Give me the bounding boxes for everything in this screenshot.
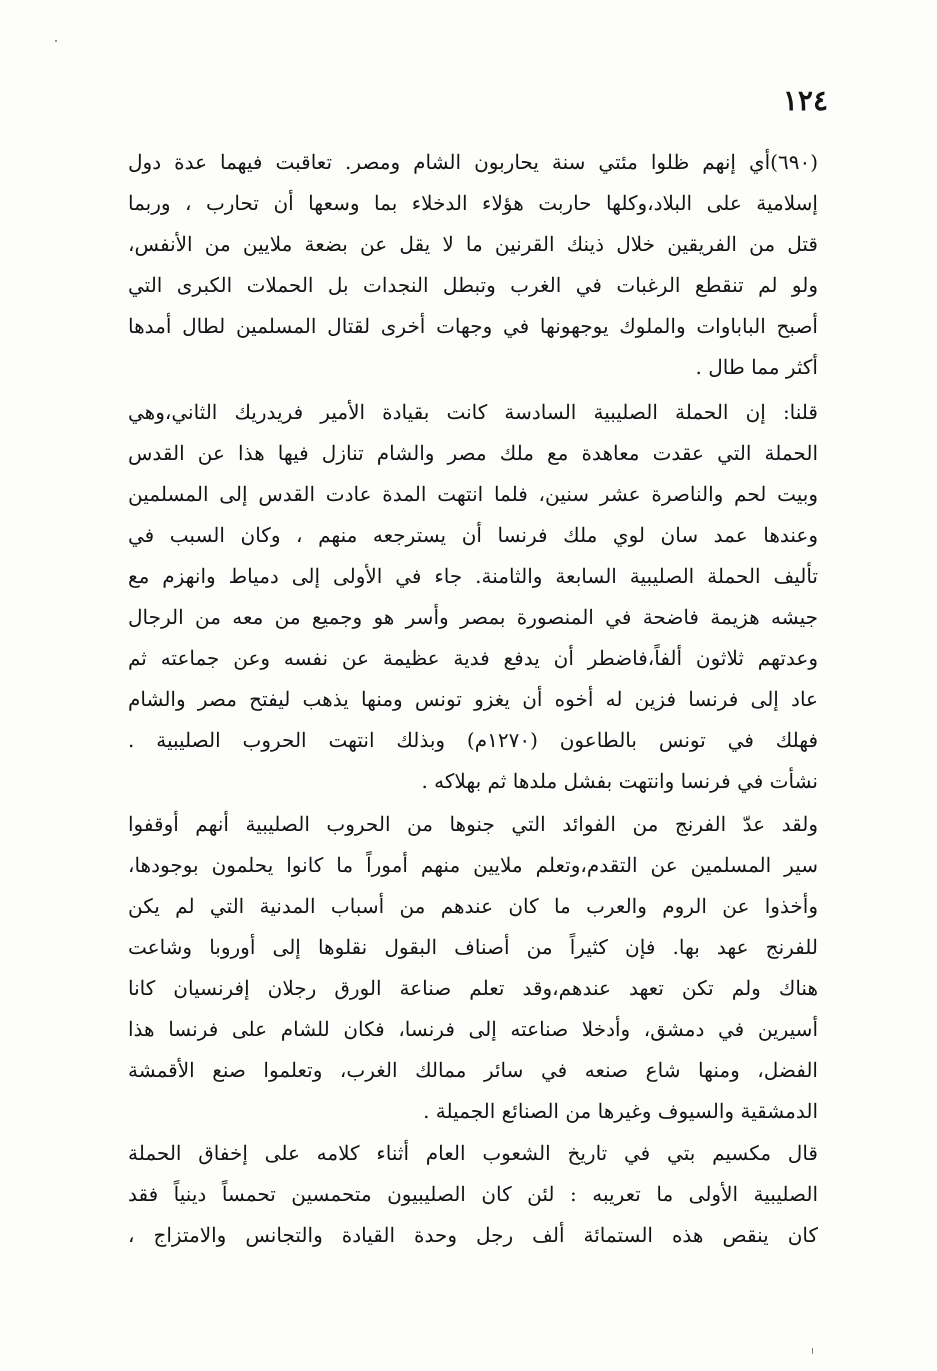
text-line: ولقد عدّ الفرنج من الفوائد التي جنوها من الحروب الصليبية أنهم أوقفوا: [128, 812, 818, 836]
text-line: وبيت لحم والناصرة عشر سنين، فلما انتهت المدة عادت القدس إلى المسلمين: [128, 482, 818, 506]
text-line: الدمشقية والسيوف وغيرها من الصنائع الجميلة .: [423, 1099, 818, 1123]
text-line: الفضل، ومنها شاع صنعه في سائر ممالك الغرب، وتعلموا صنع الأقمشة: [128, 1058, 818, 1082]
scan-speck: [55, 40, 57, 42]
text-line: هناك ولم تكن تعهد عندهم،وقد تعلم صناعة الورق رجلان إفرنسيان كانا: [128, 976, 818, 1000]
text-line: كان ينقص هذه الستمائة ألف رجل وحدة القيادة والتجانس والامتزاج ،: [128, 1223, 818, 1247]
page-number: ١٢٤: [782, 84, 828, 117]
paragraph-1: [128, 142, 818, 388]
text-line: إسلامية على البلاد،وكلها حاربت هؤلاء الدخلاء بما وسعها أن تحارب ، وربما: [128, 191, 818, 215]
paragraph-2: [128, 392, 818, 802]
text-line: أسيرين في دمشق، وأدخلا صناعته إلى فرنسا، فكان للشام على فرنسا هذا: [128, 1017, 818, 1041]
paragraph-3: [128, 804, 818, 1132]
text-line: الحملة التي عقدت معاهدة مع ملك مصر والشام تنازل فيها هذا عن القدس: [128, 441, 818, 465]
text-line: قتل من الفريقين خلال ذينك القرنين ما لا يقل عن بضعة ملايين من الأنفس،: [128, 232, 818, 256]
text-line: وعندها عمد سان لوي ملك فرنسا أن يسترجعه منهم ، وكان السبب في: [128, 523, 818, 547]
text-line: جيشه هزيمة فاضحة في المنصورة بمصر وأسر هو وجميع من معه من الرجال: [128, 605, 818, 629]
paragraph-4: [128, 1133, 818, 1256]
text-line: وعدتهم ثلاثون ألفاً،فاضطر أن يدفع فدية عظيمة عن نفسه وعن جماعته ثم: [128, 646, 818, 670]
text-line: فهلك في تونس بالطاعون (١٢٧٠م) وبذلك انتهت الحروب الصليبية .: [128, 728, 818, 752]
text-line: قلنا: إن الحملة الصليبية السادسة كانت بقيادة الأمير فريدريك الثاني،وهي: [128, 400, 818, 424]
text-line: قال مكسيم بتي في تاريخ الشعوب العام أثناء كلامه على إخفاق الحملة: [128, 1141, 818, 1165]
text-line: للفرنج عهد بها. فإن كثيراً من أصناف البقول نقلوها إلى أوروبا وشاعت: [128, 935, 818, 959]
text-line: الصليبية الأولى ما تعريبه : لئن كان الصليبيون متحمسين تحمساً دينياً فقد: [128, 1182, 818, 1206]
scan-speck: [812, 1348, 813, 1354]
text-line: تأليف الحملة الصليبية السابعة والثامنة. جاء في الأولى إلى دمياط وانهزم مع: [128, 564, 818, 588]
text-line: نشأت في فرنسا وانتهت بفشل ملدها ثم بهلاكه .: [421, 769, 818, 793]
text-line: وأخذوا عن الروم والعرب ما كان عندهم من أسباب المدنية التي لم يكن: [128, 894, 818, 918]
text-line: سير المسلمين عن التقدم،وتعلم ملايين منهم أموراً ما كانوا يحلمون بوجودها،: [128, 853, 818, 877]
text-line: عاد إلى فرنسا فزين له أخوه أن يغزو تونس ومنها يذهب ليفتح مصر والشام: [128, 687, 818, 711]
text-line: أصبح الباباوات والملوك يوجهونها في وجهات أخرى لقتال المسلمين لطال أمدها: [128, 314, 818, 338]
text-line: ولو لم تنقطع الرغبات في الغرب وتبطل النجدات بل الحملات الكبرى التي: [128, 273, 818, 297]
text-line: (٦٩٠)أي إنهم ظلوا مئتي سنة يحاربون الشام ومصر. تعاقبت فيهما عدة دول: [128, 150, 818, 174]
text-line: أكثر مما طال .: [695, 355, 818, 379]
